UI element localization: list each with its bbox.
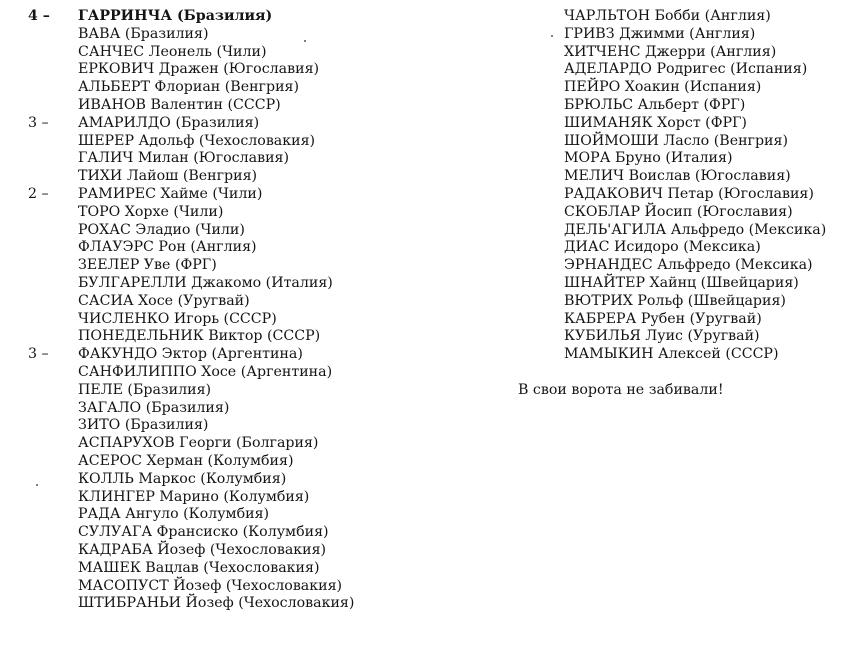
scorer-row — [528, 44, 853, 62]
player-name: МАМЫКИН Алексей (СССР) — [564, 346, 779, 363]
scorer-row — [528, 275, 853, 293]
player-name: АЛЬБЕРТ Флориан (Венгрия) — [78, 79, 300, 96]
scorer-row — [28, 44, 428, 62]
player-name: РАДАКОВИЧ Петар (Югославия) — [564, 185, 814, 202]
player-name: ЕРКОВИЧ Дражен (Югославия) — [78, 61, 320, 78]
scorer-row — [528, 61, 853, 79]
player-name: РАДА Ангуло (Колумбия) — [78, 506, 270, 523]
scorer-row — [528, 79, 853, 97]
player-name: АСЕРОС Херман (Колумбия) — [78, 452, 294, 469]
scorer-row — [28, 168, 428, 186]
player-name: ГАРРИНЧА (Бразилия) — [78, 8, 273, 24]
scorer-row — [528, 328, 853, 346]
scorer-row — [28, 239, 428, 257]
scorer-row — [528, 26, 853, 44]
scorer-row — [528, 239, 853, 257]
scorer-row — [28, 417, 428, 435]
scorer-row — [528, 133, 853, 151]
scorer-row — [528, 115, 853, 133]
scorer-row — [528, 97, 853, 115]
player-name: МЕЛИЧ Воислав (Югославия) — [564, 168, 791, 185]
scorer-row — [28, 8, 428, 26]
goal-count: 3 – — [28, 114, 49, 131]
scorer-row — [28, 293, 428, 311]
player-name: ДИАС Исидоро (Мексика) — [564, 239, 761, 256]
player-name: ШИМАНЯК Хорст (ФРГ) — [564, 114, 747, 131]
player-name: ДЕЛЬ'АГИЛА Альфредо (Мексика) — [564, 221, 827, 238]
player-name: АМАРИЛДО (Бразилия) — [78, 114, 260, 131]
scorer-row — [28, 471, 428, 489]
player-name: КАДРАБА Йозеф (Чехословакия) — [78, 541, 327, 558]
player-name: БРЮЛЬС Альберт (ФРГ) — [564, 96, 746, 113]
scorer-row — [528, 311, 853, 329]
scorer-row — [28, 346, 428, 364]
scorer-row — [28, 328, 428, 346]
scorer-row — [528, 222, 853, 240]
scorers-right-column — [528, 8, 853, 364]
scan-speck — [36, 484, 38, 486]
player-name: МАШЕК Вацлав (Чехословакия) — [78, 559, 320, 576]
scorer-row — [28, 204, 428, 222]
scorer-row — [28, 186, 428, 204]
player-name: ШЕРЕР Адольф (Чехословакия) — [78, 132, 316, 149]
player-name: ШТИБРАНЬИ Йозеф (Чехословакия) — [78, 595, 355, 612]
player-name: СКОБЛАР Йосип (Югославия) — [564, 203, 793, 220]
player-name: ФАКУНДО Эктор (Аргентина) — [78, 346, 303, 363]
scorer-row — [28, 364, 428, 382]
scorer-row — [28, 61, 428, 79]
scorer-row — [28, 382, 428, 400]
scorer-row — [528, 204, 853, 222]
player-name: АСПАРУХОВ Георги (Болгария) — [78, 435, 319, 452]
scorer-row — [28, 578, 428, 596]
player-name: ПЕЛЕ (Бразилия) — [78, 381, 212, 398]
player-name: САНЧЕС Леонель (Чили) — [78, 43, 267, 60]
player-name: ЗИТО (Бразилия) — [78, 417, 209, 434]
scorer-row — [528, 293, 853, 311]
scorer-row — [528, 168, 853, 186]
scorer-row — [28, 97, 428, 115]
player-name: КЛИНГЕР Марино (Колумбия) — [78, 488, 310, 505]
scan-speck — [304, 40, 306, 42]
scorer-row — [28, 257, 428, 275]
player-name: МОРА Бруно (Италия) — [564, 150, 733, 167]
scorer-row — [528, 186, 853, 204]
scorer-row — [28, 133, 428, 151]
player-name: РАМИРЕС Хайме (Чили) — [78, 185, 263, 202]
scorer-row — [28, 453, 428, 471]
scorer-row — [28, 26, 428, 44]
scorer-row — [28, 595, 428, 613]
scorer-row — [28, 311, 428, 329]
scorer-row — [28, 489, 428, 507]
player-name: ХИТЧЕНС Джерри (Англия) — [564, 43, 777, 60]
player-name: ТИХИ Лайош (Венгрия) — [78, 168, 258, 185]
player-name: КУБИЛЬЯ Луис (Уругвай) — [564, 328, 760, 345]
player-name: ФЛАУЭРС Рон (Англия) — [78, 239, 257, 256]
player-name: ВЮТРИХ Рольф (Швейцария) — [564, 292, 786, 309]
goal-count: 3 – — [28, 346, 49, 363]
own-goals-note: В свои ворота не забивали! — [518, 382, 724, 398]
player-name: ИВАНОВ Валентин (СССР) — [78, 96, 281, 113]
scorer-row — [28, 524, 428, 542]
scorer-row — [28, 115, 428, 133]
player-name: МАСОПУСТ Йозеф (Чехословакия) — [78, 577, 343, 594]
goal-count: 2 – — [28, 185, 49, 202]
player-name: ГАЛИЧ Милан (Югославия) — [78, 150, 290, 167]
player-name: САНФИЛИППО Хосе (Аргентина) — [78, 363, 333, 380]
scorer-row — [28, 560, 428, 578]
player-name: ВАВА (Бразилия) — [78, 25, 209, 42]
scorer-row — [28, 542, 428, 560]
scorer-row — [28, 275, 428, 293]
player-name: ШНАЙТЕР Хайнц (Швейцария) — [564, 274, 799, 291]
player-name: КАБРЕРА Рубен (Уругвай) — [564, 310, 762, 327]
player-name: ПОНЕДЕЛЬНИК Виктор (СССР) — [78, 328, 321, 345]
player-name: ЧИСЛЕНКО Игорь (СССР) — [78, 310, 277, 327]
player-name: САСИА Хосе (Уругвай) — [78, 292, 250, 309]
player-name: ПЕЙРО Хоакин (Испания) — [564, 79, 762, 96]
scorer-row — [28, 79, 428, 97]
scorer-row — [528, 8, 853, 26]
scorer-row — [528, 346, 853, 364]
player-name: ЭРНАНДЕС Альфредо (Мексика) — [564, 257, 813, 274]
scorer-row — [28, 150, 428, 168]
scorer-row — [528, 257, 853, 275]
player-name: ЗЕЕЛЕР Уве (ФРГ) — [78, 257, 217, 274]
scan-speck — [551, 35, 553, 37]
player-name: ТОРО Хорхе (Чили) — [78, 203, 224, 220]
scorer-row — [528, 150, 853, 168]
player-name: АДЕЛАРДО Родригес (Испания) — [564, 61, 808, 78]
scorer-row — [28, 222, 428, 240]
scorer-row — [28, 435, 428, 453]
scorers-left-column — [28, 8, 428, 613]
goal-count: 4 – — [28, 8, 50, 24]
player-name: ГРИВЗ Джимми (Англия) — [564, 25, 756, 42]
player-name: ШОЙМОШИ Ласло (Венгрия) — [564, 132, 789, 149]
player-name: БУЛГАРЕЛЛИ Джакомо (Италия) — [78, 274, 333, 291]
player-name: ЧАРЛЬТОН Бобби (Англия) — [564, 8, 771, 24]
player-name: РОХАС Эладио (Чили) — [78, 221, 245, 238]
player-name: КОЛЛЬ Маркос (Колумбия) — [78, 470, 287, 487]
player-name: ЗАГАЛО (Бразилия) — [78, 399, 230, 416]
scorer-row — [28, 506, 428, 524]
player-name: СУЛУАГА Франсиско (Колумбия) — [78, 524, 329, 541]
scorer-row — [28, 400, 428, 418]
